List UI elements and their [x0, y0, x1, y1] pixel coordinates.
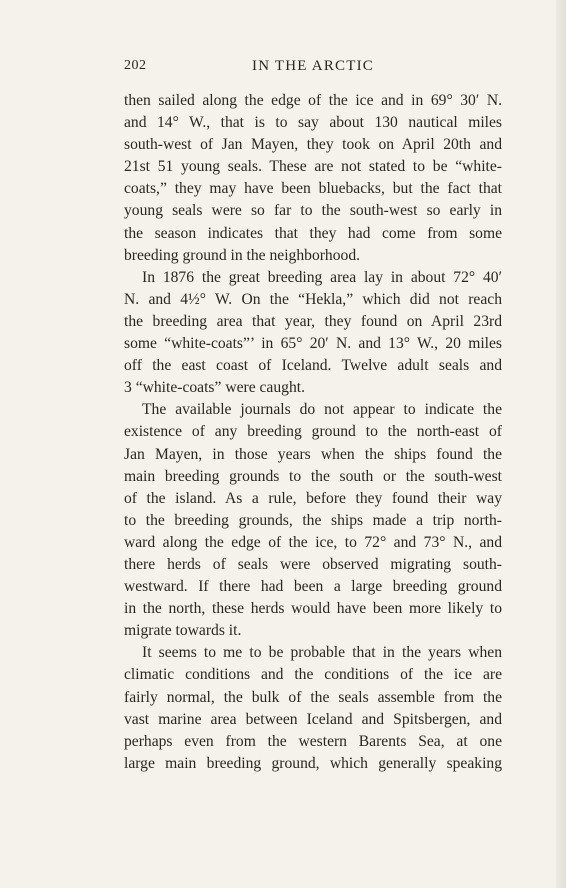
text-line: and 14° W., that is to say about 130 nautical miles	[124, 114, 502, 132]
text-line: westward. If there had been a large breeding ground	[124, 578, 502, 596]
body-text	[124, 90, 502, 775]
text-line: perhaps even from the western Barents Sea, at one	[124, 732, 502, 750]
page-header	[124, 58, 502, 82]
text-line: large main breeding ground, which generally speaking	[124, 754, 502, 772]
text-line: 3 “white-coats” were caught.	[124, 379, 305, 397]
paragraph-3	[124, 399, 502, 642]
paragraph-4	[124, 642, 502, 775]
text-line: climatic conditions and the conditions of the ice are	[124, 666, 502, 684]
text-line: migrate towards it.	[124, 622, 242, 640]
text-line: 21st 51 young seals. These are not stated to be “white-	[124, 158, 502, 176]
page-spine-shadow	[556, 0, 566, 888]
text-line: to the breeding grounds, the ships made a trip north-	[124, 511, 502, 529]
text-line: ward along the edge of the ice, to 72° and 73° N., and	[124, 533, 502, 551]
text-line: It seems to me to be probable that in the years when	[142, 644, 502, 662]
text-line: young seals were so far to the south-west so early in	[124, 202, 502, 220]
text-line: N. and 4½° W. On the “Hekla,” which did not reach	[124, 290, 502, 308]
text-line: there herds of seals were observed migrating south-	[124, 555, 502, 573]
text-line: The available journals do not appear to indicate the	[142, 401, 502, 419]
text-line: breeding ground in the neighborhood.	[124, 246, 361, 264]
text-line: the season indicates that they had come from some	[124, 224, 502, 242]
paragraph-1	[124, 90, 502, 267]
text-line: vast marine area between Iceland and Spitsbergen, and	[124, 710, 502, 728]
text-line: coats,” they may have been bluebacks, but the fact that	[124, 180, 502, 198]
paragraph-2	[124, 267, 502, 400]
text-line: south-west of Jan Mayen, they took on April 20th and	[124, 136, 502, 154]
text-line: main breeding grounds to the south or the south-west	[124, 467, 502, 485]
text-line: some “white-coats”’ in 65° 20′ N. and 13° W., 20 miles	[124, 335, 502, 353]
text-line: of the island. As a rule, before they found their way	[124, 489, 502, 507]
text-line: off the east coast of Iceland. Twelve adult seals and	[124, 357, 502, 375]
running-head: IN THE ARCTIC	[252, 58, 374, 74]
text-line: In 1876 the great breeding area lay in about 72° 40′	[142, 268, 502, 286]
text-line: in the north, these herds would have been more likely to	[124, 600, 502, 618]
text-line: Jan Mayen, in those years when the ships found the	[124, 445, 502, 463]
text-line: the breeding area that year, they found on April 23rd	[124, 312, 502, 330]
text-line: fairly normal, the bulk of the seals assemble from the	[124, 688, 502, 706]
text-line: existence of any breeding ground to the north-east of	[124, 423, 502, 441]
text-line: then sailed along the edge of the ice and in 69° 30′ N.	[124, 92, 502, 109]
page-number: 202	[124, 58, 147, 73]
